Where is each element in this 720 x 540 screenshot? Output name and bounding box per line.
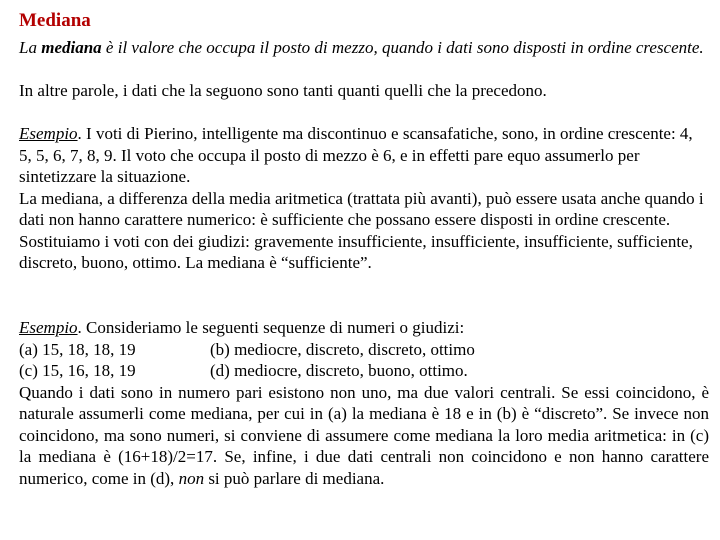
example1-para2: La mediana, a differenza della media aritmetica (trattata più avanti), può essere usata anche quando i dati non hanno carattere numerico: è sufficiente che possano essere disposti in ordine crescente. xyxy=(19,188,704,229)
example1-block xyxy=(19,123,709,274)
example2-intro-line xyxy=(19,317,709,339)
definition-rephrase: In altre parole, i dati che la seguono sono tanti quanti quelli che la precedono. xyxy=(19,81,547,100)
definition-part2: è il valore che occupa il posto di mezzo, quando i dati sono disposti in ordine crescente. xyxy=(101,38,704,57)
explanation-italic-non: non xyxy=(178,468,205,488)
sequence-c: (c) 15, 16, 18, 19 xyxy=(19,361,136,380)
page-title: Mediana xyxy=(19,10,91,31)
definition-term: mediana xyxy=(41,38,102,57)
example2-intro: . Consideriamo le seguenti sequenze di numeri o giudizi: xyxy=(77,318,465,337)
explanation-part2: si può parlare di mediana. xyxy=(204,468,385,488)
example1-para3: Sostituiamo i voti con dei giudizi: gravemente insufficiente, insufficiente, insufficiente, sufficiente, discreto, buono, ottimo. La mediana è “sufficiente”. xyxy=(19,231,693,272)
sequence-row-ab xyxy=(19,339,709,361)
example2-label: Esempio xyxy=(19,318,78,337)
sequence-a: (a) 15, 18, 18, 19 xyxy=(19,339,136,359)
example2-explanation xyxy=(19,382,709,490)
definition-paragraph xyxy=(19,37,709,59)
example1-text: . I voti di Pierino, intelligente ma discontinuo e scansafatiche, sono, in ordine crescente: 4, 5, 5, 6, 7, 8, 9. Il voto che occupa il posto di mezzo è 6, e in effetti pare equo assumerlo per sintetizzare la situazione. xyxy=(19,124,693,186)
explanation-part1: Quando i dati sono in numero pari esistono non uno, ma due valori centrali. Se essi coincidono, è naturale assumerli come mediana, per cui in (a) la mediana è 18 e in (b) è “discreto”. Se invece non coincidono, ma sono numeri, si conviene di assumere come mediana la loro media aritmetica: in (c) la mediana è (16+18)/2=17. Se, infine, i due dati centrali non coincidono e non hanno carattere numerico, come in (d), xyxy=(19,382,709,488)
definition-part1: La xyxy=(19,38,42,57)
sequence-row-cd xyxy=(19,360,709,382)
example2-block xyxy=(19,317,709,489)
sequence-b: (b) mediocre, discreto, discreto, ottimo xyxy=(210,339,475,359)
sequence-d: (d) mediocre, discreto, buono, ottimo. xyxy=(210,361,468,380)
example1-label: Esempio xyxy=(19,124,78,143)
example1-paragraph xyxy=(19,123,709,188)
